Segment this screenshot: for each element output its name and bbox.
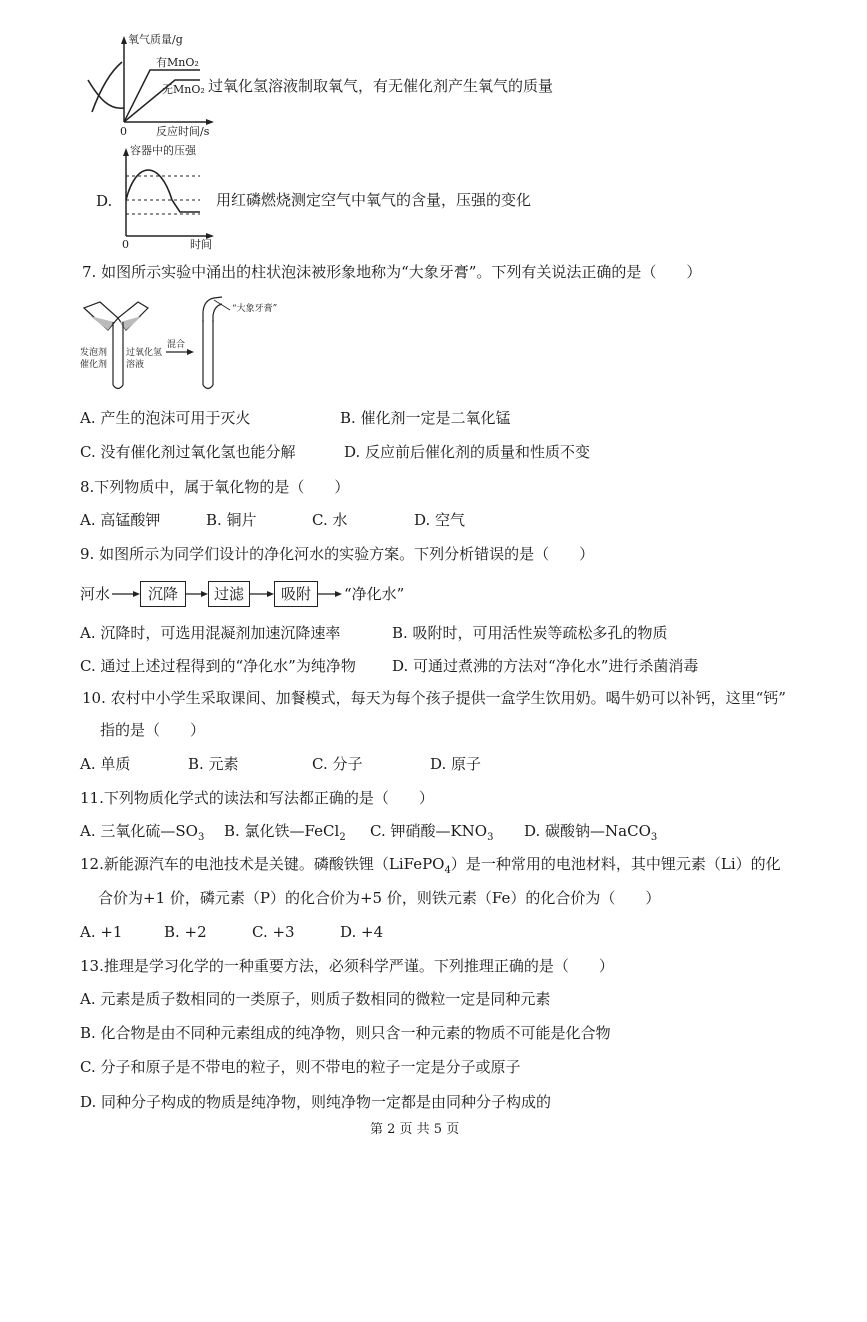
q7-option-a: A. 产生的泡沫可用于灭火: [80, 409, 251, 427]
q10-option-a: A. 单质: [80, 755, 131, 773]
q11-option-a-text: A. 三氧化硫—SO: [80, 822, 198, 840]
q13-option-b: B. 化合物是由不同种元素组成的纯净物，则只含一种元素的物质不可能是化合物: [80, 1024, 611, 1042]
flow-step-filtration: 过滤: [208, 581, 250, 607]
graph-d-ylabel: 容器中的压强: [130, 144, 196, 157]
q13-option-a: A. 元素是质子数相同的一类原子，则质子数相同的微粒一定是同种元素: [80, 990, 551, 1008]
q11-stem: 11.下列物质化学式的读法和写法都正确的是（ ）: [80, 789, 434, 807]
q11-option-d-text: D. 碳酸钠—NaCO: [524, 822, 651, 840]
q9-option-b: B. 吸附时，可用活性炭等疏松多孔的物质: [392, 624, 668, 642]
q11-option-a-sub: 3: [197, 832, 205, 843]
q11-option-b-text: B. 氯化铁—FeCl: [224, 822, 340, 840]
q11-option-b: [224, 821, 346, 848]
q7-option-d: D. 反应前后催化剂的质量和性质不变: [344, 443, 591, 461]
q7-label-left-1: 发泡剂: [80, 348, 108, 358]
q8-stem: 8.下列物质中，属于氧化物的是（ ）: [80, 478, 350, 496]
flow-step-adsorption: 吸附: [274, 581, 318, 607]
q8-option-a: A. 高锰酸钾: [80, 511, 161, 529]
q7-label-foam: “大象牙膏”: [232, 304, 278, 314]
q11-option-c-sub: 3: [487, 832, 494, 843]
q13-stem: 13.推理是学习化学的一种重要方法，必须科学严谨。下列推理正确的是（ ）: [80, 957, 614, 975]
q12-stem-line1-a: 12.新能源汽车的电池技术是关键。磷酸铁锂（LiFePO: [80, 855, 445, 873]
q12-stem-line1-b: ）是一种常用的电池材料，其中锂元素（Li）的化: [450, 855, 781, 873]
q8-option-b: B. 铜片: [206, 511, 257, 529]
q7-label-mix: 混合: [167, 340, 186, 350]
q12-option-b: B. +2: [164, 923, 207, 941]
graph-d-caption: 用红磷燃烧测定空气中氧气的含量，压强的变化: [216, 191, 532, 209]
q9-option-a: A. 沉降时，可选用混凝剂加速沉降速率: [80, 624, 341, 642]
q10-stem-line2: 指的是（ ）: [100, 721, 206, 739]
q13-option-d: D. 同种分子构成的物质是纯净物，则纯净物一定都是由同种分子构成的: [80, 1093, 552, 1111]
graph-d-letter: D.: [96, 192, 113, 210]
q12-option-c: C. +3: [252, 923, 295, 941]
q11-option-c-text: C. 钾硝酸—KNO: [370, 822, 488, 840]
q7-label-right-1: 过氧化氢: [126, 348, 163, 358]
graph-c-without-label: 无MnO₂: [162, 83, 205, 96]
q13-option-c: C. 分子和原子是不带电的粒子，则不带电的粒子一定是分子或原子: [80, 1058, 521, 1076]
flow-end: “净化水”: [344, 585, 405, 603]
flow-step-sedimentation: 沉降: [140, 581, 186, 607]
q8-option-c: C. 水: [312, 511, 348, 529]
q9-option-c: C. 通过上述过程得到的“净化水”为纯净物: [80, 657, 356, 675]
q7-label-right-2: 溶液: [126, 360, 145, 370]
q9-option-d: D. 可通过煮沸的方法对“净化水”进行杀菌消毒: [392, 657, 699, 675]
q11-option-c: [370, 821, 493, 848]
graph-d-origin: 0: [122, 238, 129, 251]
q9-stem: 9. 如图所示为同学们设计的净化河水的实验方案。下列分析错误的是（ ）: [80, 545, 595, 563]
q12-stem-line1: [80, 854, 781, 881]
q7-stem: 7. 如图所示实验中涌出的柱状泡沫被形象地称为“大象牙膏”。下列有关说法正确的是（ ）: [82, 263, 702, 281]
q12-stem-line2: 合价为+1 价，磷元素（P）的化合价为+5 价，则铁元素（Fe）的化合价为（ ）: [98, 889, 661, 907]
graph-c-origin: 0: [120, 125, 127, 138]
flow-start: 河水: [80, 585, 111, 603]
q11-option-b-sub: 2: [339, 832, 346, 843]
graph-c-caption: 过氧化氢溶液制取氧气，有无催化剂产生氧气的质量: [208, 77, 554, 95]
graph-c-xlabel: 反应时间/s: [156, 125, 210, 138]
q10-option-d: D. 原子: [430, 755, 482, 773]
q8-option-d: D. 空气: [414, 511, 466, 529]
q7-option-c: C. 没有催化剂过氧化氢也能分解: [80, 443, 296, 461]
q12-option-a: A. +1: [80, 923, 123, 941]
page-number: 第 2 页 共 5 页: [370, 1122, 460, 1137]
graph-d-xlabel: 时间: [190, 238, 212, 251]
graph-c-with-label: 有MnO₂: [156, 56, 199, 69]
q11-option-a: [80, 821, 204, 848]
q12-stem-line1-sub: 4: [444, 865, 451, 876]
q11-option-d: [524, 821, 657, 848]
q10-stem-line1: 10. 农村中小学生采取课间、加餐模式，每天为每个孩子提供一盒学生饮用奶。喝牛奶可以补钙，这里“钙”: [82, 689, 786, 707]
q7-option-b: B. 催化剂一定是二氧化锰: [340, 409, 511, 427]
q10-option-c: C. 分子: [312, 755, 363, 773]
q11-option-d-sub: 3: [650, 832, 658, 843]
graph-c-ylabel: 氧气质量/g: [128, 33, 183, 46]
flow-arrows: [0, 0, 867, 620]
q7-label-left-2: 催化剂: [80, 360, 108, 370]
q10-option-b: B. 元素: [188, 755, 239, 773]
q12-option-d: D. +4: [340, 923, 384, 941]
